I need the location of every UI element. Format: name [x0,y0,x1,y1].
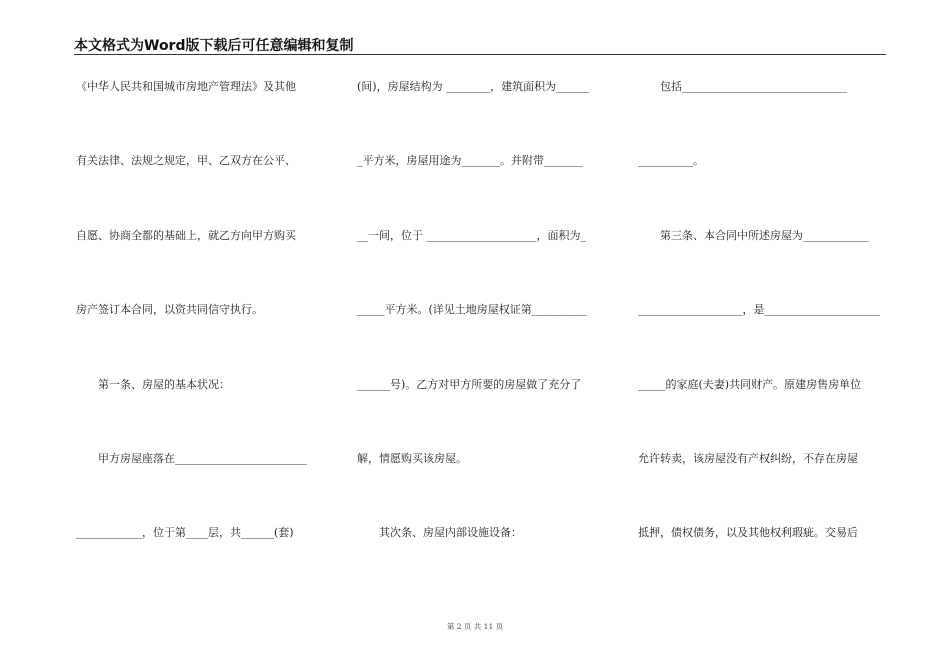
text-line: ____________，位于第____层，共______(套) [76,526,294,540]
text-line: 第三条、本合同中所述房屋为____________ [638,228,869,242]
text-line: 自愿、协商全都的基础上，就乙方向甲方购买 [76,228,296,242]
text-column-1 [76,78,326,599]
text-line: _平方米，房屋用途为_______。并附带_______ [357,154,583,168]
page-number: 第 2 页 共 11 页 [446,622,504,631]
header-title: 本文格式为Word版下载后可任意编辑和复制 [74,38,354,54]
text-line: 其次条、房屋内部设施设备： [357,526,522,540]
text-line: 甲方房屋座落在________________________ [76,451,307,465]
text-line: 《中华人民共和国城市房地产管理法》及其他 [76,80,296,93]
text-line: 抵押，债权债务，以及其他权利瑕疵。交易后 [638,526,858,540]
text-line: 有关法律、法规之规定，甲、乙双方在公平、 [76,154,296,168]
text-line: 房产签订本合同，以资共同信守执行。 [76,303,263,317]
text-line: __________。 [638,154,704,168]
text-line: ___________________，是_____________________ [638,303,880,317]
text-line: _____平方米。(详见土地房屋权证第__________ [357,303,587,317]
text-line: ______号)。乙方对甲方所要的房屋做了充分了 [357,377,582,391]
text-line: 第一条、房屋的基本状况： [76,377,230,391]
text-line: 解，情愿购买该房屋。 [357,451,467,465]
text-line: (间)，房屋结构为 ________，建筑面积为______ [357,80,590,93]
text-line: 允许转卖，该房屋没有产权纠纷，不存在房屋 [638,451,858,465]
text-line: __一间，位于 ____________________，面积为_ [357,228,586,242]
text-line: 包括______________________________ [638,80,847,93]
page-header [74,34,886,55]
text-column-2 [357,78,607,599]
text-line: _____的家庭(夫妻)共同财产。原建房售房单位 [638,377,862,391]
text-column-3 [638,78,888,599]
